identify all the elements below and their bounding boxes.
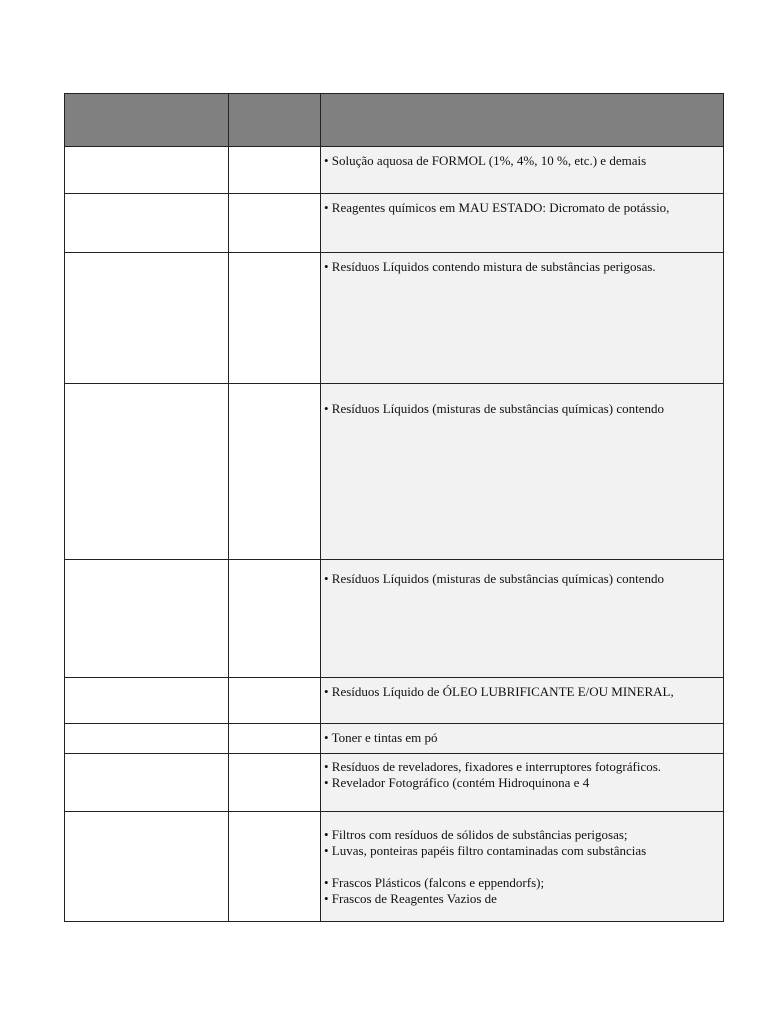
category-cell <box>65 194 229 253</box>
description-cell <box>321 754 724 812</box>
description-line: • Resíduos Líquidos (misturas de substâncias químicas) contendo <box>324 401 664 416</box>
category-cell <box>65 812 229 922</box>
description-line: • Luvas, ponteiras papéis filtro contaminadas com substâncias <box>324 843 647 858</box>
code-cell <box>229 194 321 253</box>
category-cell <box>65 147 229 194</box>
description-line: • Reagentes químicos em MAU ESTADO: Dicromato de potássio, <box>324 200 670 215</box>
table-row <box>65 194 724 253</box>
description-cell <box>321 253 724 384</box>
category-cell <box>65 384 229 560</box>
code-cell <box>229 812 321 922</box>
category-cell <box>65 678 229 724</box>
table-row <box>65 560 724 678</box>
description-cell <box>321 724 724 754</box>
description-line: • Resíduos Líquido de ÓLEO LUBRIFICANTE E/OU MINERAL, <box>324 684 674 699</box>
header-cell-2 <box>229 94 321 147</box>
description-line: • Filtros com resíduos de sólidos de substâncias perigosas; <box>324 827 628 842</box>
description-cell <box>321 194 724 253</box>
description-cell <box>321 560 724 678</box>
code-cell <box>229 253 321 384</box>
description-line: • Frascos de Reagentes Vazios de <box>324 891 497 906</box>
table-row <box>65 147 724 194</box>
code-cell <box>229 724 321 754</box>
waste-table <box>64 93 724 922</box>
header-row <box>65 94 724 147</box>
description-cell <box>321 678 724 724</box>
code-cell <box>229 754 321 812</box>
description-line: • Frascos Plásticos (falcons e eppendorfs); <box>324 875 545 890</box>
description-line: • Toner e tintas em pó <box>324 730 438 745</box>
category-cell <box>65 724 229 754</box>
description-line: • Resíduos Líquidos (misturas de substâncias químicas) contendo <box>324 571 664 586</box>
table-row <box>65 253 724 384</box>
description-line: • Resíduos de reveladores, fixadores e interruptores fotográficos. <box>324 759 662 774</box>
table-row <box>65 384 724 560</box>
description-cell <box>321 812 724 922</box>
description-line: • Resíduos Líquidos contendo mistura de substâncias perigosas. <box>324 259 656 274</box>
description-cell <box>321 147 724 194</box>
code-cell <box>229 678 321 724</box>
table-row <box>65 812 724 922</box>
table-row <box>65 724 724 754</box>
category-cell <box>65 560 229 678</box>
header-cell-3 <box>321 94 724 147</box>
code-cell <box>229 384 321 560</box>
description-line: • Solução aquosa de FORMOL (1%, 4%, 10 %, etc.) e demais <box>324 153 647 168</box>
description-line: • Revelador Fotográfico (contém Hidroquinona e 4 <box>324 775 590 790</box>
code-cell <box>229 147 321 194</box>
description-spacer <box>324 859 719 875</box>
category-cell <box>65 253 229 384</box>
description-cell <box>321 384 724 560</box>
table-row <box>65 678 724 724</box>
code-cell <box>229 560 321 678</box>
category-cell <box>65 754 229 812</box>
table-row <box>65 754 724 812</box>
header-cell-1 <box>65 94 229 147</box>
